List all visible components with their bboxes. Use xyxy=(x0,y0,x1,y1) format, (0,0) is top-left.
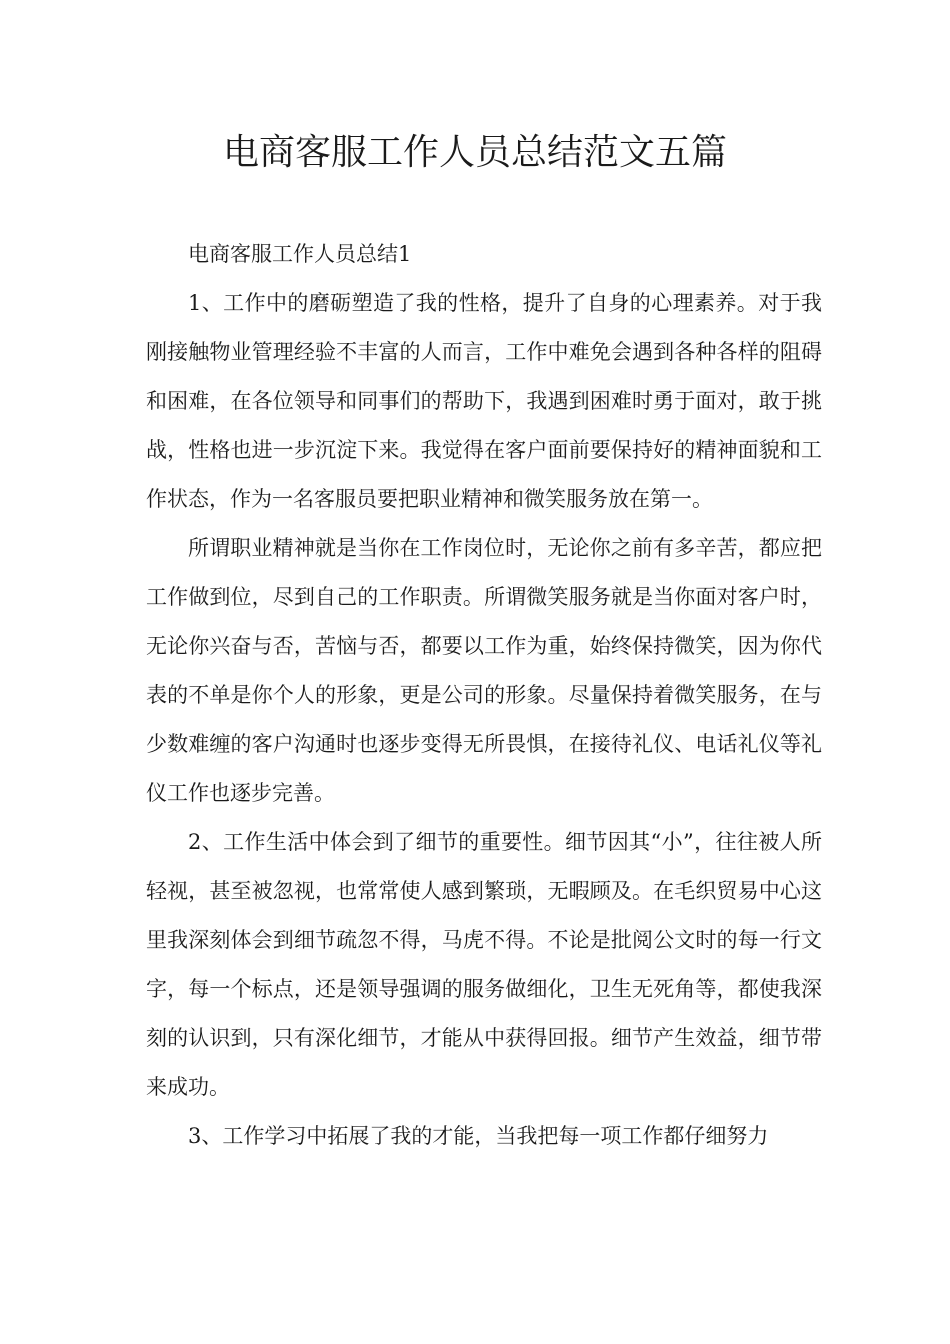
paragraph: 所谓职业精神就是当你在工作岗位时，无论你之前有多辛苦，都应把工作做到位，尽到自己的工作职责。所谓微笑服务就是当你面对客户时，无论你兴奋与否，苦恼与否，都要以工作为重，始终保持微笑，因为你代表的不单是你个人的形象，更是公司的形象。尽量保持着微笑服务，在与少数难缠的客户沟通时也逐步变得无所畏惧，在接待礼仪、电话礼仪等礼仪工作也逐步完善。 xyxy=(146,536,822,805)
document-body xyxy=(146,230,822,1161)
paragraph: 3、工作学习中拓展了我的才能，当我把每一项工作都仔细努力 xyxy=(188,1124,769,1148)
document-title: 电商客服工作人员总结范文五篇 xyxy=(222,132,727,173)
paragraph: 2、工作生活中体会到了细节的重要性。细节因其“小”，往往被人所轻视，甚至被忽视，也常常使人感到繁琐，无暇顾及。在毛织贸易中心这里我深刻体会到细节疏忽不得，马虎不得。不论是批阅公文时的每一行文字，每一个标点，还是领导强调的服务做细化，卫生无死角等，都使我深刻的认识到，只有深化细节，才能从中获得回报。细节产生效益，细节带来成功。 xyxy=(146,830,822,1099)
section-heading: 电商客服工作人员总结1 xyxy=(188,242,412,266)
paragraph: 1、工作中的磨砺塑造了我的性格，提升了自身的心理素养。对于我刚接触物业管理经验不丰富的人而言，工作中难免会遇到各种各样的阻碍和困难，在各位领导和同事们的帮助下，我遇到困难时勇于面对，敢于挑战，性格也进一步沉淀下来。我觉得在客户面前要保持好的精神面貌和工作状态，作为一名客服员要把职业精神和微笑服务放在第一。 xyxy=(146,291,822,511)
